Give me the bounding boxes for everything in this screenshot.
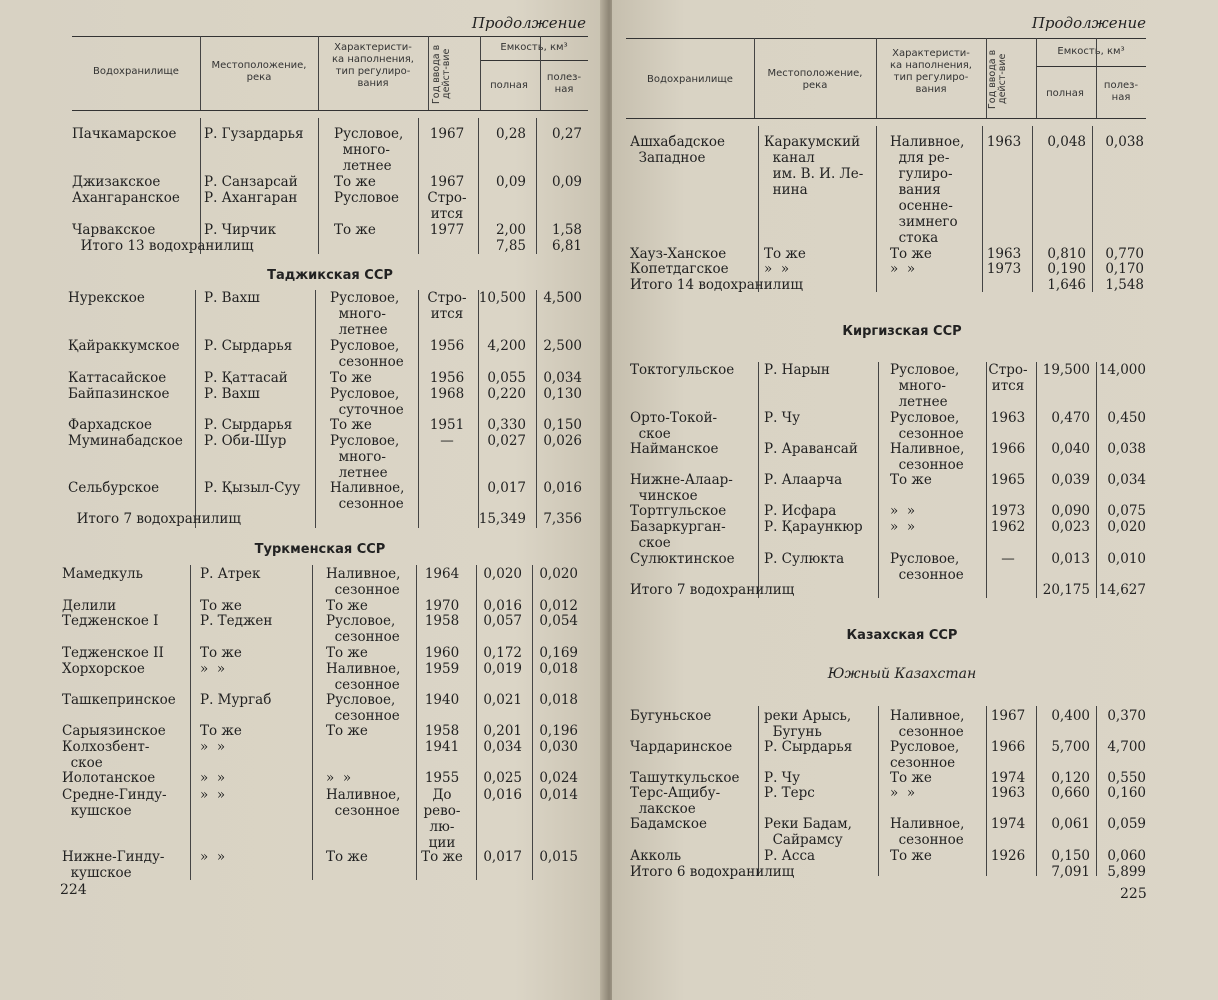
capacity-useful: 0,010 [1107, 551, 1146, 567]
capacity-useful: 0,450 [1107, 410, 1146, 426]
page-number: 225 [1120, 886, 1147, 902]
header-divider [480, 36, 481, 110]
year-commissioned: 1966 [990, 441, 1026, 457]
year-commissioned: Стро- ится [427, 290, 467, 322]
regulation-type: То же [330, 370, 372, 386]
column-divider [195, 290, 196, 528]
river-location: Р. Терс [764, 785, 815, 801]
column-divider [200, 118, 201, 254]
regulation-type: Наливное, сезонное [890, 816, 965, 848]
year-commissioned: 1967 [990, 708, 1026, 724]
regulation-type: Русловое, много- летнее [330, 290, 400, 338]
river-location: Р. Чу [764, 410, 801, 426]
header-divider [986, 38, 987, 118]
reservoir-name: Хорхорское [62, 661, 145, 677]
reservoir-name: Джизакское [72, 174, 161, 190]
regulation-type: Русловое, много- летнее [330, 433, 400, 481]
year-commissioned: 1963 [986, 134, 1022, 150]
header-top-rule [626, 38, 1146, 39]
reservoir-name: Итого 13 водохранилищ [72, 238, 254, 254]
reservoir-name: Байпазинское [68, 386, 170, 402]
reservoir-name: Терс-Ащибу- лакское [630, 785, 721, 817]
year-commissioned: — [440, 433, 454, 449]
reservoir-name: Теджeнское II [62, 645, 164, 661]
reservoir-name: Копетдагское [630, 261, 729, 277]
col-header-reservoir: Водохранилище [93, 66, 179, 77]
regulation-type: Наливное, сезонное [326, 787, 401, 819]
regulation-type: Русловое, сезонное [326, 613, 400, 645]
capacity-useful: 0,170 [1105, 261, 1144, 277]
header-bottom-rule [626, 118, 1146, 119]
capacity-full: 0,016 [483, 598, 522, 614]
capacity-useful: 0,026 [543, 433, 582, 449]
year-commissioned: 1974 [990, 816, 1026, 832]
regulation-type: Русловое, много- летнее [890, 362, 960, 410]
river-location: » » [200, 787, 226, 803]
reservoir-name: Сельбурское [68, 480, 160, 496]
subsection-south-kazakhstan: Южный Казахстан [827, 666, 977, 682]
left-page [0, 0, 606, 1000]
regulation-type: То же [326, 645, 368, 661]
capacity-full: 0,020 [483, 566, 522, 582]
capacity-useful: 14,627 [1098, 582, 1146, 598]
column-divider [318, 118, 319, 254]
reservoir-name: Хауз-Ханское [630, 246, 727, 262]
river-location: Р. Теджен [200, 613, 273, 629]
capacity-full: 0,201 [483, 723, 522, 739]
river-location: Р. Қаттасай [204, 370, 288, 386]
capacity-useful: 0,370 [1107, 708, 1146, 724]
capacity-full: 0,055 [487, 370, 526, 386]
regulation-type: То же [890, 770, 932, 786]
header-divider [1036, 38, 1037, 118]
capacity-full: 0,061 [1051, 816, 1090, 832]
capacity-full: 0,019 [483, 661, 522, 677]
capacity-useful: 0,060 [1107, 848, 1146, 864]
reservoir-name: Пачкамарское [72, 126, 177, 142]
year-commissioned: 1963 [990, 785, 1026, 801]
capacity-full: 0,120 [1051, 770, 1090, 786]
river-location: » » [200, 849, 226, 865]
capacity-useful: 0,054 [539, 613, 578, 629]
reservoir-name: Токтогульское [630, 362, 735, 378]
year-commissioned: 1960 [424, 645, 460, 661]
page-number: 224 [60, 882, 87, 898]
year-commissioned: 1963 [986, 246, 1022, 262]
year-commissioned: 1974 [990, 770, 1026, 786]
col-header-capacity: Емкость, км³ [500, 42, 568, 53]
regulation-type: » » [326, 770, 352, 786]
capacity-full: 0,017 [487, 480, 526, 496]
right-page [612, 0, 1218, 1000]
regulation-type: Русловое, много- летнее [334, 126, 404, 174]
year-commissioned: Стро- ится [988, 362, 1028, 394]
capacity-useful: 0,038 [1107, 441, 1146, 457]
river-location: То же [200, 598, 242, 614]
capacity-useful: 0,018 [539, 661, 578, 677]
reservoir-name: Орто-Токой- ское [630, 410, 718, 442]
river-location: » » [200, 770, 226, 786]
year-commissioned: — [1001, 551, 1015, 567]
capacity-useful: 0,160 [1107, 785, 1146, 801]
column-divider [876, 126, 877, 292]
reservoir-name: Итого 7 водохранилищ [630, 582, 795, 598]
regulation-type: Наливное, сезонное [890, 441, 965, 473]
capacity-useful: 0,550 [1107, 770, 1146, 786]
capacity-useful: 0,012 [539, 598, 578, 614]
capacity-useful: 0,018 [539, 692, 578, 708]
col-header-useful: полез- ная [1103, 80, 1139, 103]
capacity-useful: 0,27 [551, 126, 582, 142]
reservoir-name: Сулюктинское [630, 551, 735, 567]
river-location: То же [200, 645, 242, 661]
year-commissioned: 1940 [424, 692, 460, 708]
regulation-type: Наливное, сезонное [326, 661, 401, 693]
capacity-useful: 0,150 [543, 417, 582, 433]
reservoir-name: Теджeнское I [62, 613, 159, 629]
capacity-full: 0,090 [1051, 503, 1090, 519]
regulation-type: » » [890, 785, 916, 801]
reservoir-name: Акколь [630, 848, 682, 864]
river-location: » » [764, 261, 790, 277]
col-header-full: полная [490, 80, 528, 91]
river-location: Р. Вахш [204, 386, 260, 402]
river-location: Р. Сулюкта [764, 551, 845, 567]
year-commissioned: 1963 [990, 410, 1026, 426]
river-location: Р. Исфара [764, 503, 837, 519]
year-commissioned: 1956 [429, 370, 465, 386]
capacity-full: 0,017 [483, 849, 522, 865]
year-commissioned: 1926 [990, 848, 1026, 864]
reservoir-name: Бугуньское [630, 708, 712, 724]
regulation-type: Наливное, для ре- гулиро- вания осенне- зимнего стока [890, 134, 965, 246]
capacity-full: 0,034 [483, 739, 522, 755]
capacity-full: 0,013 [1051, 551, 1090, 567]
regulation-type: » » [890, 519, 916, 535]
col-header-year: Год ввода в дейст-вие [987, 49, 1008, 109]
regulation-type: То же [326, 723, 368, 739]
regulation-type: Наливное, сезонное [326, 566, 401, 598]
capacity-full: 0,660 [1051, 785, 1090, 801]
col-header-location: Местоположение, река [211, 60, 307, 83]
reservoir-name: Средне-Гинду- кушское [62, 787, 167, 819]
reservoir-name: Ташкепринское [62, 692, 176, 708]
capacity-useful: 0,020 [539, 566, 578, 582]
column-divider [758, 126, 759, 292]
year-commissioned: 1967 [429, 126, 465, 142]
reservoir-name: Ашхабадское Западное [630, 134, 726, 166]
capacity-full: 0,400 [1051, 708, 1090, 724]
river-location: Р. Нарын [764, 362, 830, 378]
capacity-rule [480, 60, 588, 61]
year-commissioned: То же [421, 849, 463, 865]
capacity-full: 0,021 [483, 692, 522, 708]
year-commissioned: 1967 [429, 174, 465, 190]
col-header-capacity: Емкость, км³ [1057, 46, 1125, 57]
river-location: Каракумский канал им. В. И. Ле- нина [764, 134, 864, 198]
river-location: Р. Ахангаран [204, 190, 298, 206]
capacity-full: 0,057 [483, 613, 522, 629]
regulation-type: То же [330, 417, 372, 433]
column-divider [312, 565, 313, 880]
capacity-full: 0,023 [1051, 519, 1090, 535]
river-location: реки Арысь, Бугунь [764, 708, 852, 740]
capacity-full: 0,470 [1051, 410, 1090, 426]
regulation-type: Русловое, сезонное [326, 692, 400, 724]
col-header-useful: полез- ная [546, 72, 582, 95]
capacity-full: 0,025 [483, 770, 522, 786]
capacity-useful: 0,020 [1107, 519, 1146, 535]
year-commissioned: 1962 [990, 519, 1026, 535]
capacity-useful: 2,500 [543, 338, 582, 354]
year-commissioned: До рево- лю- ции [423, 787, 461, 851]
column-divider [190, 565, 191, 880]
col-header-location: Местоположение, река [767, 68, 863, 91]
capacity-full: 15,349 [478, 511, 526, 527]
reservoir-name: Иолотанское [62, 770, 156, 786]
river-location: » » [200, 661, 226, 677]
capacity-useful: 14,000 [1098, 362, 1146, 378]
capacity-full: 0,048 [1047, 134, 1086, 150]
section-title-tajik: Таджикская ССР [267, 268, 393, 283]
reservoir-name: Итого 7 водохранилищ [68, 511, 241, 527]
capacity-full: 0,330 [487, 417, 526, 433]
year-commissioned: 1973 [990, 503, 1026, 519]
capacity-useful: 0,034 [1107, 472, 1146, 488]
column-divider [315, 290, 316, 528]
header-bottom-rule [72, 110, 588, 111]
capacity-full: 0,220 [487, 386, 526, 402]
year-commissioned: 1955 [424, 770, 460, 786]
capacity-full: 10,500 [478, 290, 526, 306]
year-commissioned: 1964 [424, 566, 460, 582]
header-divider [540, 36, 541, 110]
river-location: Р. Оби-Шур [204, 433, 287, 449]
regulation-type: Русловое, сезонное [890, 739, 960, 771]
capacity-useful: 1,548 [1105, 277, 1144, 293]
year-commissioned: 1941 [424, 739, 460, 755]
col-header-year: Год ввода в дейст-вие [431, 44, 452, 104]
year-commissioned: 1977 [429, 222, 465, 238]
capacity-full: 0,190 [1047, 261, 1086, 277]
river-location: Р. Гузардарья [204, 126, 304, 142]
reservoir-name: Тортгульское [630, 503, 727, 519]
river-location: Р. Асса [764, 848, 816, 864]
capacity-useful: 0,024 [539, 770, 578, 786]
reservoir-name: Мамедкуль [62, 566, 143, 582]
river-location: Р. Атрек [200, 566, 261, 582]
capacity-full: 0,039 [1051, 472, 1090, 488]
capacity-full: 19,500 [1042, 362, 1090, 378]
reservoir-name: Қайраккумское [68, 338, 180, 354]
reservoir-name: Итого 14 водохранилищ [630, 277, 803, 293]
capacity-useful: 0,016 [543, 480, 582, 496]
header-top-rule [72, 36, 588, 37]
regulation-type: Русловое, сезонное [890, 551, 964, 583]
header-divider [200, 36, 201, 110]
column-divider [758, 706, 759, 876]
year-commissioned: 1958 [424, 613, 460, 629]
reservoir-name: Муминабадское [68, 433, 183, 449]
river-location: Р. Чу [764, 770, 801, 786]
header-divider [1096, 38, 1097, 118]
year-commissioned: 1966 [990, 739, 1026, 755]
reservoir-name: Ташуткульское [630, 770, 740, 786]
regulation-type: То же [326, 598, 368, 614]
river-location: То же [200, 723, 242, 739]
river-location: То же [764, 246, 806, 262]
regulation-type: » » [890, 261, 916, 277]
river-location: Р. Алаарча [764, 472, 843, 488]
capacity-full: 2,00 [495, 222, 526, 238]
capacity-full: 0,040 [1051, 441, 1090, 457]
capacity-useful: 0,196 [539, 723, 578, 739]
regulation-type: Наливное, сезонное [890, 708, 965, 740]
capacity-useful: 0,014 [539, 787, 578, 803]
reservoir-name: Найманское [630, 441, 719, 457]
header-divider [318, 36, 319, 110]
year-commissioned: 1968 [429, 386, 465, 402]
capacity-useful: 7,356 [543, 511, 582, 527]
column-divider [758, 362, 759, 598]
reservoir-name: Итого 6 водохранилищ [630, 864, 795, 880]
section-title-kirgiz: Киргизская ССР [842, 324, 962, 339]
section-title-turkmen: Туркменская ССР [254, 542, 386, 557]
regulation-type: » » [890, 503, 916, 519]
reservoir-name: Бадамское [630, 816, 707, 832]
reservoir-name: Нижне-Гинду- кушское [62, 849, 165, 881]
capacity-useful: 0,075 [1107, 503, 1146, 519]
capacity-full: 20,175 [1042, 582, 1090, 598]
year-commissioned: 1965 [990, 472, 1026, 488]
river-location: Р. Қызыл-Суу [204, 480, 301, 496]
regulation-type: Русловое, сезонное [890, 410, 964, 442]
regulation-type: Русловое, сезонное [330, 338, 404, 370]
capacity-useful: 6,81 [551, 238, 582, 254]
capacity-full: 7,091 [1051, 864, 1090, 880]
capacity-useful: 0,038 [1105, 134, 1144, 150]
river-location: Р. Аравансай [764, 441, 858, 457]
capacity-useful: 0,169 [539, 645, 578, 661]
reservoir-name: Чарвакское [72, 222, 156, 238]
col-header-reservoir: Водохранилище [647, 74, 733, 85]
column-divider [418, 118, 419, 254]
section-title-kazakh: Казахская ССР [846, 628, 958, 643]
capacity-full: 0,016 [483, 787, 522, 803]
reservoir-name: Нижне-Алаар- чинское [630, 472, 733, 504]
year-commissioned: Стро- ится [427, 190, 467, 222]
reservoir-name: Каттасайское [68, 370, 167, 386]
capacity-full: 0,810 [1047, 246, 1086, 262]
reservoir-name: Делили [62, 598, 117, 614]
running-head: Продолжение [1031, 14, 1146, 32]
capacity-useful: 1,58 [551, 222, 582, 238]
capacity-rule [1036, 66, 1146, 67]
capacity-useful: 4,500 [543, 290, 582, 306]
capacity-useful: 4,700 [1107, 739, 1146, 755]
capacity-full: 5,700 [1051, 739, 1090, 755]
regulation-type: То же [334, 222, 376, 238]
regulation-type: То же [890, 848, 932, 864]
river-location: Р. Мургаб [200, 692, 272, 708]
capacity-useful: 0,130 [543, 386, 582, 402]
reservoir-name: Ахангаранское [72, 190, 180, 206]
column-divider [418, 290, 419, 528]
river-location: Р. Сырдарья [204, 338, 293, 354]
year-commissioned: 1951 [429, 417, 465, 433]
river-location: » » [200, 739, 226, 755]
river-location: Р. Сырдарья [764, 739, 853, 755]
regulation-type: Русловое [334, 190, 400, 206]
capacity-full: 0,28 [495, 126, 526, 142]
capacity-full: 0,027 [487, 433, 526, 449]
reservoir-name: Фархадское [68, 417, 152, 433]
col-header-character: Характеристи- ка наполнения, тип регулиро- вания [332, 42, 414, 89]
capacity-useful: 0,770 [1105, 246, 1144, 262]
river-location: Р. Сырдарья [204, 417, 293, 433]
capacity-useful: 0,030 [539, 739, 578, 755]
reservoir-name: Сарыязинское [62, 723, 166, 739]
column-divider [878, 362, 879, 598]
reservoir-name: Нурекское [68, 290, 145, 306]
river-location: Р. Қараункюр [764, 519, 863, 535]
regulation-type: То же [326, 849, 368, 865]
year-commissioned: 1956 [429, 338, 465, 354]
river-location: Реки Бадам, Сайрамсу [764, 816, 852, 848]
capacity-useful: 0,059 [1107, 816, 1146, 832]
regulation-type: То же [890, 246, 932, 262]
regulation-type: Русловое, суточное [330, 386, 404, 418]
year-commissioned: 1970 [424, 598, 460, 614]
capacity-useful: 0,034 [543, 370, 582, 386]
col-header-full: полная [1046, 88, 1084, 99]
river-location: Р. Санзарсай [204, 174, 298, 190]
column-divider [878, 706, 879, 876]
header-divider [754, 38, 755, 118]
capacity-useful: 0,015 [539, 849, 578, 865]
header-divider [428, 36, 429, 110]
header-divider [876, 38, 877, 118]
year-commissioned: 1973 [986, 261, 1022, 277]
reservoir-name: Колхозбент- ское [62, 739, 150, 771]
capacity-full: 0,09 [495, 174, 526, 190]
capacity-full: 4,200 [487, 338, 526, 354]
capacity-useful: 5,899 [1107, 864, 1146, 880]
regulation-type: То же [890, 472, 932, 488]
capacity-full: 7,85 [495, 238, 526, 254]
reservoir-name: Базаркурган- ское [630, 519, 726, 551]
running-head: Продолжение [471, 14, 586, 32]
regulation-type: Наливное, сезонное [330, 480, 405, 512]
col-header-character: Характеристи- ка наполнения, тип регулиро- вания [890, 48, 972, 95]
capacity-full: 0,172 [483, 645, 522, 661]
regulation-type: То же [334, 174, 376, 190]
year-commissioned: 1958 [424, 723, 460, 739]
river-location: Р. Вахш [204, 290, 260, 306]
capacity-useful: 0,09 [551, 174, 582, 190]
reservoir-name: Чардаринское [630, 739, 733, 755]
column-divider [416, 565, 417, 880]
year-commissioned: 1959 [424, 661, 460, 677]
capacity-full: 0,150 [1051, 848, 1090, 864]
capacity-full: 1,646 [1047, 277, 1086, 293]
river-location: Р. Чирчик [204, 222, 277, 238]
